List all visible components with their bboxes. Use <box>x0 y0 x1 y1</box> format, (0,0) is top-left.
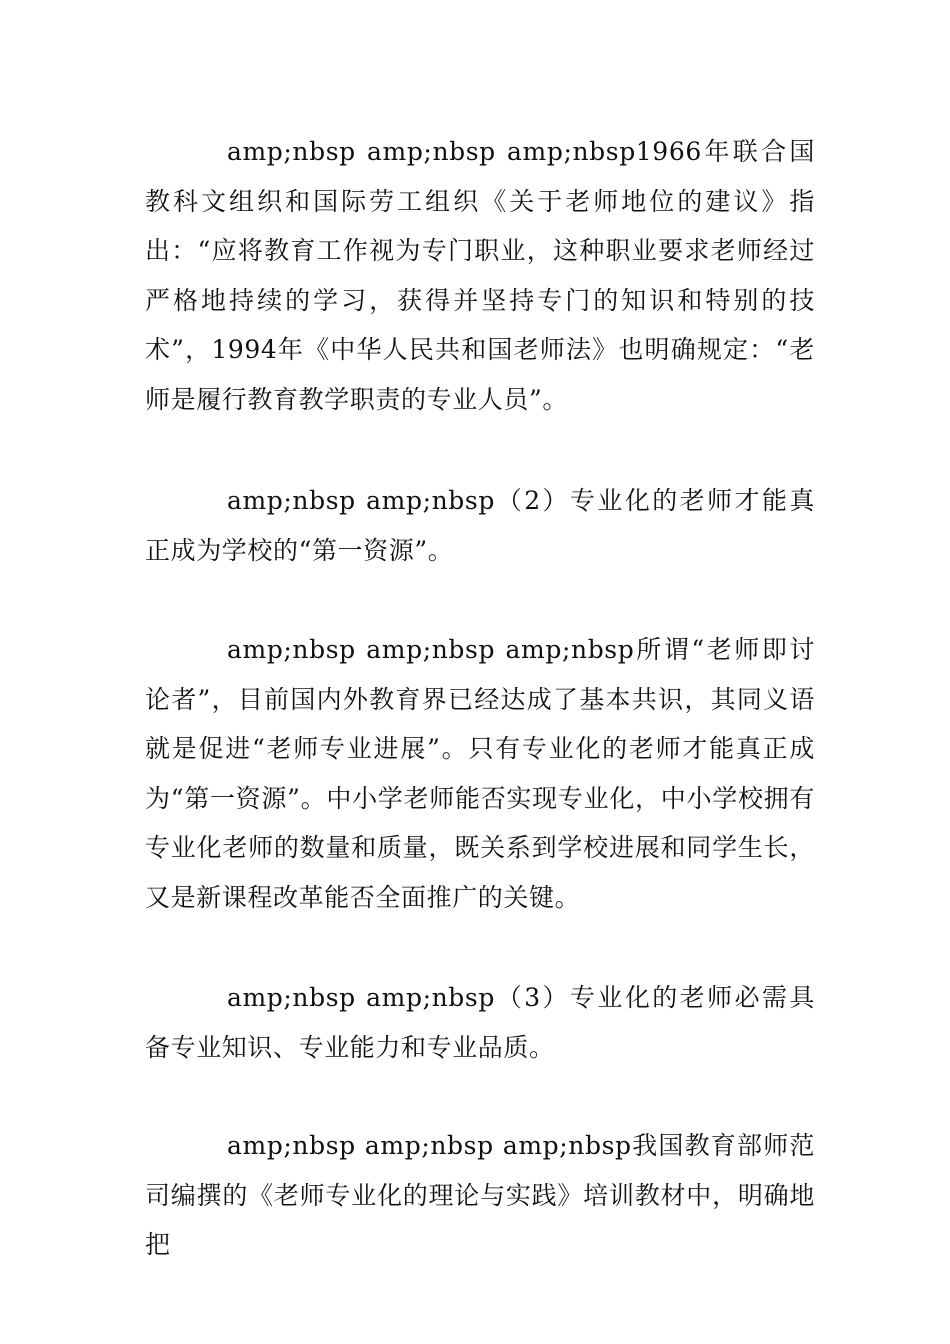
paragraph-teacher-status: amp;nbsp amp;nbsp amp;nbsp1966年联合国教科文组织和国际劳工组织《关于老师地位的建议》指出：“应将教育工作视为专门职业，这种职业要求老师经过严格地持续的学习，获得并坚持专门的知识和特别的技术”，1994年《中华人民共和国老师法》也明确规定：“老师是履行教育教学职责的专业人员”。 <box>145 137 815 414</box>
paragraph-professional-qualities-heading: amp;nbsp amp;nbsp（3）专业化的老师必需具备专业知识、专业能力和专业品质。 <box>145 983 815 1062</box>
paragraph-first-resource-heading: amp;nbsp amp;nbsp（2）专业化的老师才能真正成为学校的“第一资源”。 <box>145 486 815 565</box>
paragraph-ministry-training-materials: amp;nbsp amp;nbsp amp;nbsp我国教育部师范司编撰的《老师专业化的理论与实践》培训教材中，明确地把 <box>145 1131 815 1259</box>
paragraph-teacher-researcher: amp;nbsp amp;nbsp amp;nbsp所谓“老师即讨论者”，目前国内外教育界已经达成了基本共识，其同义语就是促进“老师专业进展”。只有专业化的老师才能真正成为“第一资源”。中小学老师能否实现专业化，中小学校拥有专业化老师的数量和质量，既关系到学校进展和同学生长，又是新课程改革能否全面推广的关键。 <box>145 635 815 912</box>
